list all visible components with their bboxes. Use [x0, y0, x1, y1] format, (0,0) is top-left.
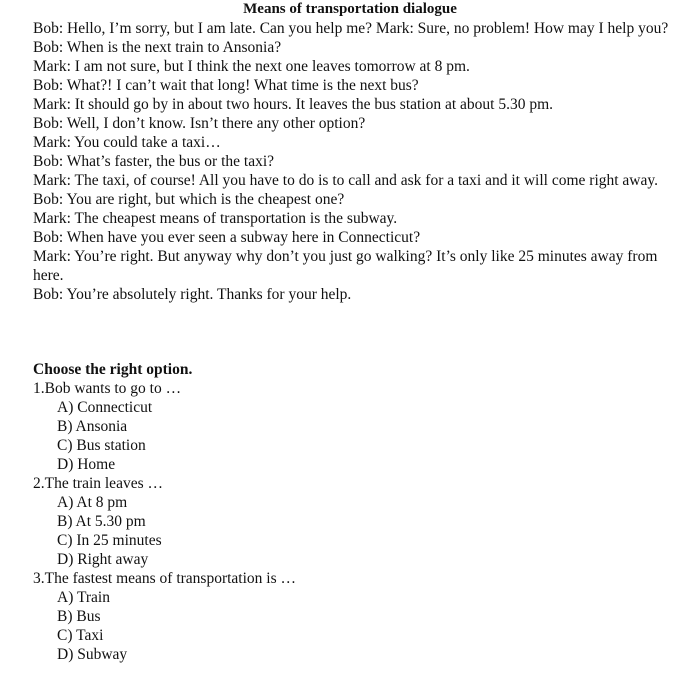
question-prompt: 2.The train leaves … [33, 475, 163, 492]
exercise-heading: Choose the right option. [33, 361, 193, 378]
question-2 [33, 474, 673, 569]
dialogue-line: Mark: You could take a taxi… [33, 134, 221, 151]
option-list [33, 588, 673, 664]
question-prompt: 3.The fastest means of transportation is … [33, 570, 297, 587]
option-item: C) Taxi [57, 627, 104, 644]
question-list [33, 379, 673, 664]
question-3 [33, 569, 673, 664]
option-item: A) Connecticut [57, 399, 153, 416]
dialogue-line: Bob: You’re absolutely right. Thanks for your help. [33, 286, 352, 303]
dialogue-line: Bob: What’s faster, the bus or the taxi? [33, 153, 275, 170]
option-list [33, 493, 673, 569]
dialogue-line: Bob: Well, I don’t know. Isn’t there any other option? [33, 115, 366, 132]
document-title: Means of transportation dialogue [243, 1, 457, 17]
question-1 [33, 379, 673, 474]
dialogue-line: Mark: You’re right. But anyway why don’t you just go walking? It’s only like 25 minutes away from here. [33, 248, 658, 284]
dialogue-line: Bob: What?! I can’t wait that long! What time is the next bus? [33, 77, 419, 94]
dialogue-line: Mark: I am not sure, but I think the next one leaves tomorrow at 8 pm. [33, 58, 470, 75]
option-item: D) Home [57, 456, 116, 473]
option-item: A) At 8 pm [57, 494, 128, 511]
option-item: B) Bus [57, 608, 101, 625]
option-item: C) Bus station [57, 437, 146, 454]
option-item: C) In 25 minutes [57, 532, 162, 549]
dialogue-text [33, 19, 683, 304]
option-item: A) Train [57, 589, 110, 606]
dialogue-line: Bob: When have you ever seen a subway here in Connecticut? [33, 229, 421, 246]
option-item: B) At 5.30 pm [57, 513, 146, 530]
dialogue-line: Bob: You are right, but which is the cheapest one? [33, 191, 345, 208]
dialogue-line: Mark: It should go by in about two hours. It leaves the bus station at about 5.30 pm. [33, 96, 554, 113]
question-prompt: 1.Bob wants to go to … [33, 380, 182, 397]
dialogue-line: Mark: The taxi, of course! All you have to do is to call and ask for a taxi and it will come right away. [33, 172, 659, 189]
dialogue-line: Mark: The cheapest means of transportation is the subway. [33, 210, 398, 227]
option-item: D) Subway [57, 646, 128, 663]
dialogue-line: Bob: When is the next train to Ansonia? [33, 39, 282, 56]
option-item: D) Right away [57, 551, 149, 568]
option-item: B) Ansonia [57, 418, 128, 435]
dialogue-line: Bob: Hello, I’m sorry, but I am late. Can you help me? Mark: Sure, no problem! How may I help you? [33, 20, 669, 37]
option-list [33, 398, 673, 474]
